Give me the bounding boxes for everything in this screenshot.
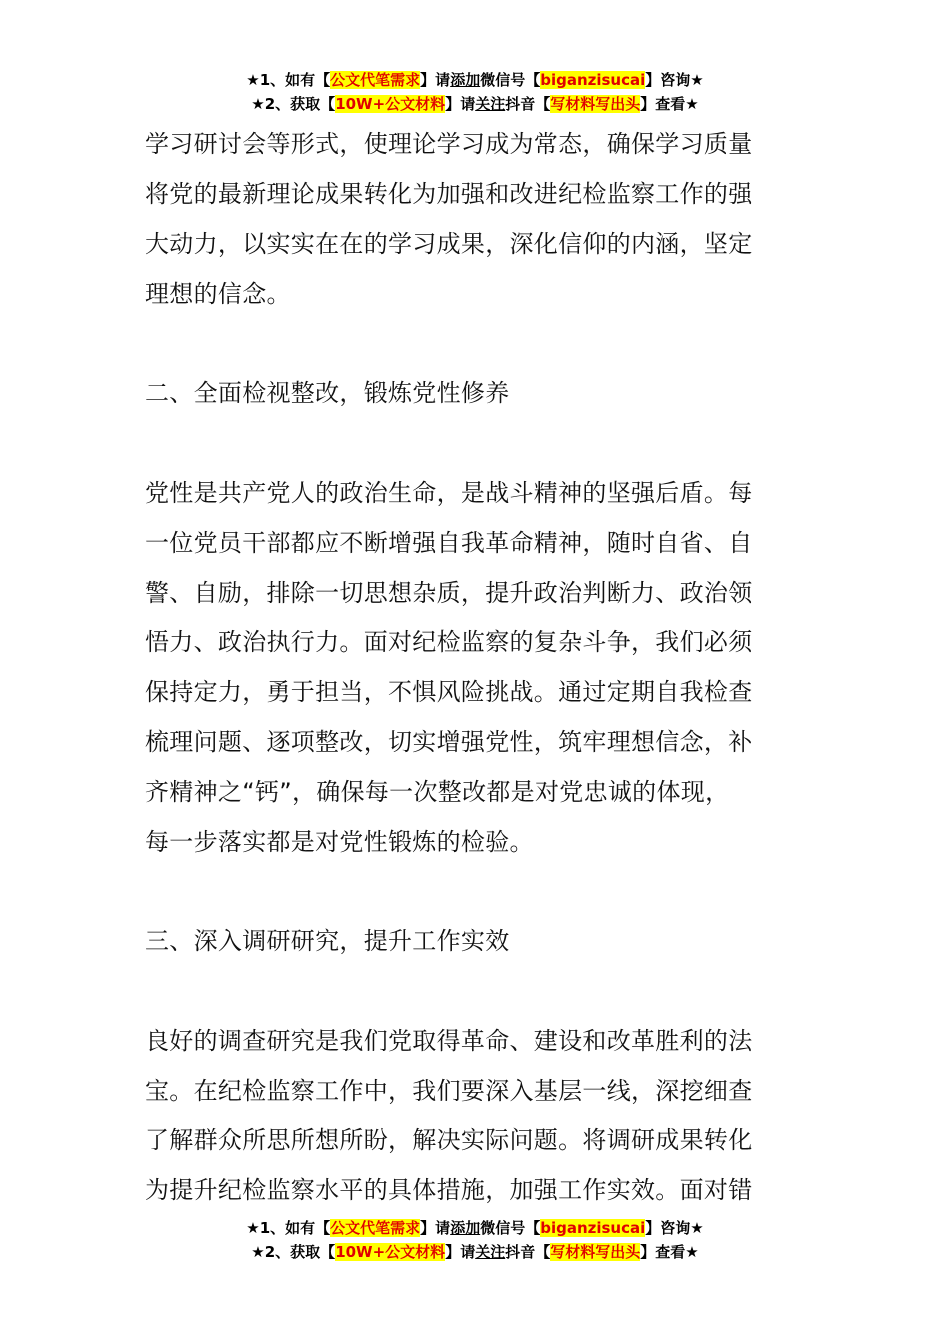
- body-line: 警、自励，排除一切思想杂质，提升政治判断力、政治领: [145, 579, 753, 607]
- banner-text: 】咨询★: [645, 71, 704, 89]
- body-line: 理想的信念。: [145, 280, 291, 308]
- highlight-text: 10W+公文材料: [335, 95, 446, 113]
- body-line: 将党的最新理论成果转化为加强和改进纪检监察工作的强: [145, 180, 753, 208]
- emphasis-text: 关注: [475, 1243, 506, 1261]
- banner-text: 】请: [420, 1219, 451, 1237]
- wechat-id-highlight: biganzisucai: [540, 71, 646, 89]
- highlight-text: 10W+公文材料: [335, 1243, 446, 1261]
- douyin-id-highlight: 写材料写出头: [550, 1243, 641, 1261]
- banner-text: ★1、如有【: [246, 1219, 331, 1237]
- banner-text: 】咨询★: [645, 1219, 704, 1237]
- bottom-banner: [0, 1216, 950, 1264]
- emphasis-text: 添加: [450, 1219, 481, 1237]
- banner-text: 】请: [420, 71, 451, 89]
- banner-text: ★2、获取【: [251, 1243, 336, 1261]
- banner-text: 】请: [445, 1243, 476, 1261]
- body-line: 一位党员干部都应不断增强自我革命精神，随时自省、自: [145, 529, 753, 557]
- emphasis-text: 添加: [450, 71, 481, 89]
- banner-text: 抖音【: [505, 1243, 551, 1261]
- banner-text: ★1、如有【: [246, 71, 331, 89]
- body-line: 梳理问题、逐项整改，切实增强党性，筑牢理想信念，补: [145, 728, 753, 756]
- emphasis-text: 关注: [475, 95, 506, 113]
- body-line: 齐精神之“钙”，确保每一次整改都是对党忠诚的体现，: [145, 778, 730, 806]
- banner-text: 微信号【: [480, 71, 541, 89]
- highlight-text: 公文代笔需求: [330, 1219, 421, 1237]
- banner-text: 抖音【: [505, 95, 551, 113]
- douyin-id-highlight: 写材料写出头: [550, 95, 641, 113]
- highlight-text: 公文代笔需求: [330, 71, 421, 89]
- banner-line-1: [0, 1216, 950, 1240]
- banner-line-2: [0, 1240, 950, 1264]
- banner-text: 微信号【: [480, 1219, 541, 1237]
- top-banner: [0, 68, 950, 116]
- body-line: 宝。在纪检监察工作中，我们要深入基层一线，深挖细查: [145, 1077, 753, 1105]
- body-line: 保持定力，勇于担当，不惧风险挑战。通过定期自我检查: [145, 678, 753, 706]
- banner-text: 】查看★: [640, 1243, 699, 1261]
- section-heading: 三、深入调研研究，提升工作实效: [145, 927, 510, 955]
- body-line: 每一步落实都是对党性锻炼的检验。: [145, 828, 534, 856]
- body-line: 良好的调查研究是我们党取得革命、建设和改革胜利的法: [145, 1027, 753, 1055]
- body-line: 悟力、政治执行力。面对纪检监察的复杂斗争，我们必须: [145, 628, 753, 656]
- banner-line-2: [0, 92, 950, 116]
- banner-text: ★2、获取【: [251, 95, 336, 113]
- banner-text: 】请: [445, 95, 476, 113]
- wechat-id-highlight: biganzisucai: [540, 1219, 646, 1237]
- body-line: 为提升纪检监察水平的具体措施，加强工作实效。面对错: [145, 1176, 753, 1204]
- banner-line-1: [0, 68, 950, 92]
- body-line: 了解群众所思所想所盼，解决实际问题。将调研成果转化: [145, 1126, 753, 1154]
- body-line: 大动力，以实实在在的学习成果，深化信仰的内涵，坚定: [145, 230, 753, 258]
- body-line: 党性是共产党人的政治生命，是战斗精神的坚强后盾。每: [145, 479, 753, 507]
- body-line: 学习研讨会等形式，使理论学习成为常态，确保学习质量: [145, 130, 753, 158]
- banner-text: 】查看★: [640, 95, 699, 113]
- section-heading: 二、全面检视整改，锻炼党性修养: [145, 379, 510, 407]
